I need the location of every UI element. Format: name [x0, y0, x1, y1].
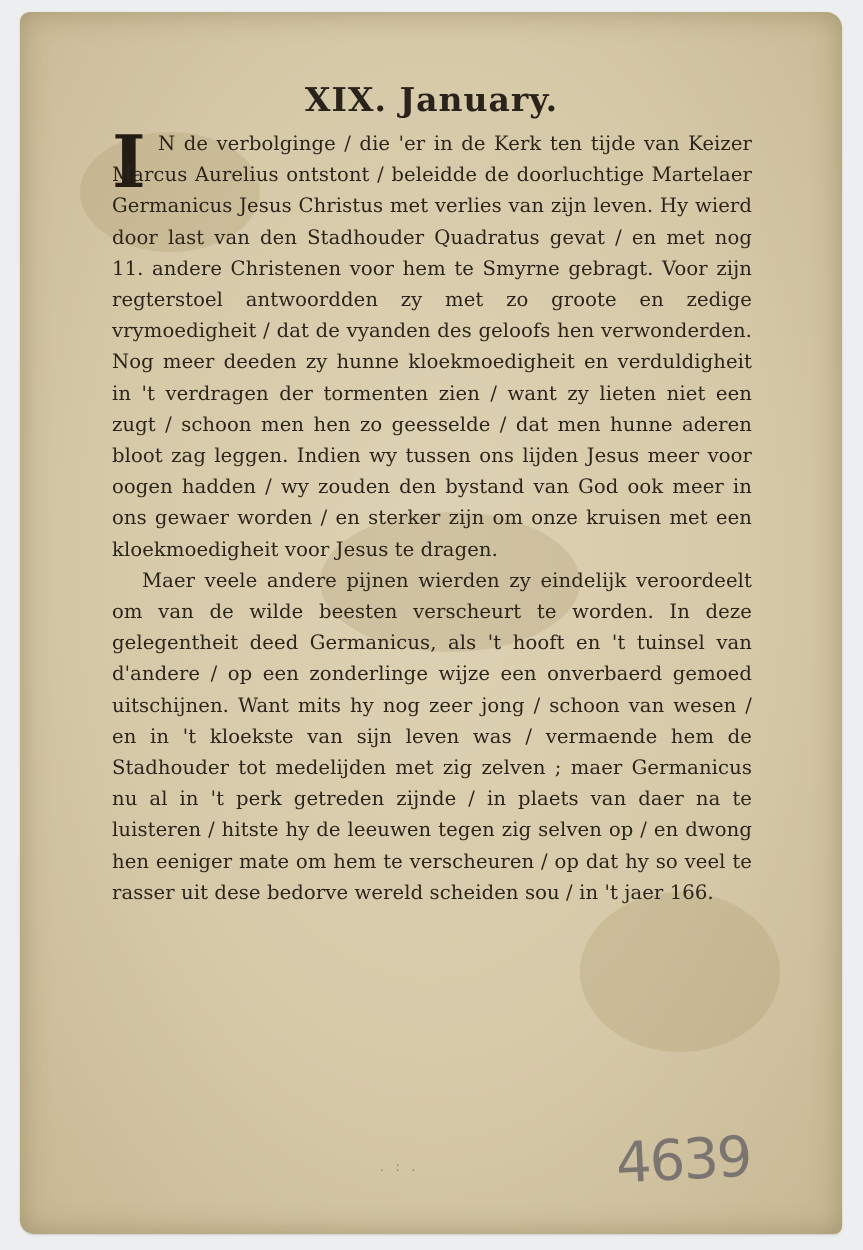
paragraph-2: Maer veele andere pijnen wierden zy eindelijk veroordeelt om van de wilde beesten verscheurt te worden. In deze gelegentheit deed Germanicus, als 't hooft en 't tuinsel van d'andere / op een zonderlinge wijze een onverbaerd gemoed uitschijnen. Want mits hy nog zeer jong / schoon van wesen / en in 't kloekste van sijn leven was / vermaende hem de Stadhouder tot medelijden met zig zelven ; maer Germanicus nu al in 't perk getreden zijnde / in plaets van daer na te luisteren / hitste hy de leeuwen tegen zig selven op / en dwong hen eeniger mate om hem te verscheuren / op dat hy so veel te rasser uit dese bedorve wereld scheiden sou / in 't jaer 166. — [112, 568, 752, 904]
faint-marks: . : . — [380, 1160, 420, 1174]
paper-stain — [580, 892, 780, 1052]
paragraph-1: N de verbolginge / die 'er in de Kerk ten tijde van Keizer Marcus Aurelius ontstont / beleidde de doorluchtige Martelaer Germanicus Jesus Christus met verlies van zijn leven. Hy wierd door last van den Stadhouder Quadratus gevat / en met nog 11. andere Christenen voor hem te Smyrne gebragt. Voor zijn regterstoel antwoordden zy met zo groote en zedige vrymoedigheit / dat de vyanden des geloofs hen verwonderden. Nog meer deeden zy hunne kloekmoedigheit en verduldigheit in 't verdragen der tormenten zien / want zy lieten niet een zugt / schoon men hen zo geesselde / dat men hunne aderen bloot zag leggen. Indien wy tussen ons lijden Jesus meer voor oogen hadden / wy zouden den bystand van God ook meer in ons gewaer worden / en sterker zijn om onze kruisen met een kloekmoedigheit voor Jesus te dragen. — [112, 132, 752, 561]
text-body — [112, 119, 752, 908]
inventory-number: 4639 — [614, 1124, 753, 1197]
page-title: XIX. January. — [304, 80, 559, 119]
drop-cap-letter: I — [112, 119, 146, 204]
